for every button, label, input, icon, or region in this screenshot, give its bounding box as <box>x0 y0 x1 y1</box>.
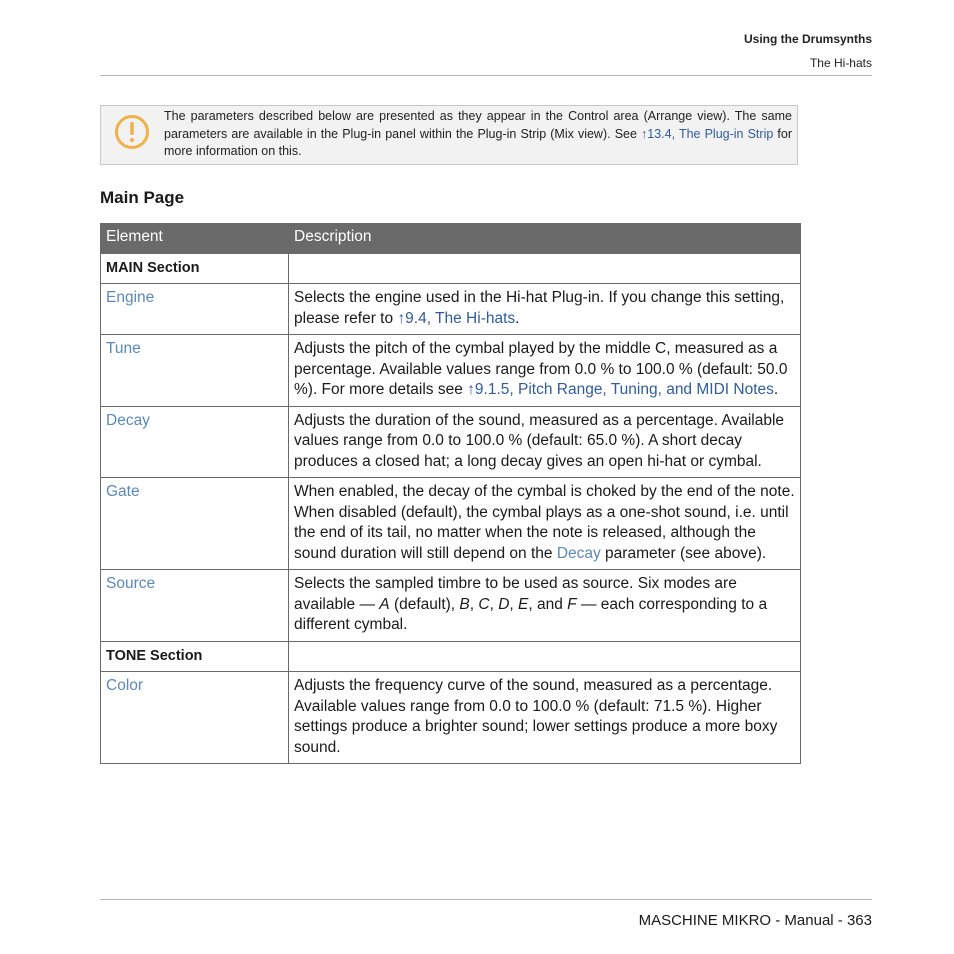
table-row <box>101 570 801 642</box>
description-text: Selects the sampled timbre to be used as source. Six modes are available — <box>294 575 737 613</box>
separator: , <box>509 595 519 613</box>
element-engine: Engine <box>101 284 289 335</box>
description-tune <box>289 335 801 407</box>
footer-page-label: MASCHINE MIKRO - Manual - 363 <box>638 912 872 929</box>
header-divider <box>100 75 872 76</box>
table-row <box>101 672 801 764</box>
element-tune: Tune <box>101 335 289 407</box>
decay-reference: Decay <box>556 544 601 562</box>
section-heading: Main Page <box>100 188 185 207</box>
link-hi-hats[interactable]: ↑9.4, The Hi-hats <box>397 309 516 327</box>
description-text: Adjusts the pitch of the cymbal played by the middle C, measured as a percentage. Available values range from 0.0 % to 100.0 % (default: 50.0 %). For more details see <box>294 340 788 398</box>
description-decay: Adjusts the duration of the sound, measured as a percentage. Available values range from 0.0 to 100.0 % (default: 65.0 %). A short decay produces a closed hat; a long decay gives an open hi-hat or cymbal. <box>289 406 801 478</box>
table-row <box>101 406 801 478</box>
mode-a: A <box>379 595 390 613</box>
note-text <box>164 108 792 161</box>
footer-divider <box>100 899 872 900</box>
separator: , <box>489 595 499 613</box>
exclamation-circle-icon <box>114 114 150 150</box>
description-source <box>289 570 801 642</box>
header-chapter-title: Using the Drumsynths <box>743 32 872 46</box>
mode-c: C <box>478 595 490 613</box>
column-header-description: Description <box>289 224 801 254</box>
element-color: Color <box>101 672 289 764</box>
header-section-title: The Hi-hats <box>809 56 872 70</box>
mode-d: D <box>498 595 510 613</box>
description-text: , and <box>528 595 568 613</box>
table-row <box>101 284 801 335</box>
section-label-tone: TONE Section <box>101 641 289 672</box>
description-text: . <box>515 309 520 327</box>
description-text: . <box>773 381 779 398</box>
description-color: Adjusts the frequency curve of the sound, measured as a percentage. Available values range from 0.0 to 100.0 % (default: 71.5 %). Higher settings produce a brighter sound; lower settings produce a more boxy sound. <box>289 672 801 764</box>
description-text: parameter (see above). <box>600 544 767 562</box>
note-box <box>100 105 798 165</box>
empty-cell <box>289 641 801 672</box>
mode-f: F <box>567 595 577 613</box>
element-decay: Decay <box>101 406 289 478</box>
parameters-table <box>100 223 801 764</box>
description-text: When enabled, the decay of the cymbal is choked by the end of the note. When disabled (default), the cymbal plays as a one-shot sound, i.e. until the end of its tail, no matter when the note is released, although the sound duration will still depend on the <box>294 483 795 562</box>
table-row <box>101 335 801 407</box>
table-row <box>101 478 801 570</box>
element-source: Source <box>101 570 289 642</box>
description-gate <box>289 478 801 570</box>
description-text: Selects the engine used in the Hi-hat Plug-in. If you change this setting, please refer to <box>294 289 785 327</box>
table-row <box>101 253 801 284</box>
mode-b: B <box>459 595 470 613</box>
column-header-element: Element <box>101 224 289 254</box>
description-engine <box>289 284 801 335</box>
separator: , <box>469 595 479 613</box>
description-text: — each corresponding to a different cymbal. <box>294 595 768 633</box>
element-gate: Gate <box>101 478 289 570</box>
section-label-main: MAIN Section <box>101 253 289 284</box>
mode-e: E <box>518 595 529 613</box>
table-header-row <box>101 224 801 254</box>
description-text: (default), <box>389 595 460 613</box>
empty-cell <box>289 253 801 284</box>
note-text-before: The parameters described below are presented as they appear in the Control area (Arrange view). The same parameters are available in the Plug-in panel within the Plug-in Strip (Mix view). See <box>164 109 792 141</box>
table-row <box>101 641 801 672</box>
link-pitch-range[interactable]: ↑9.1.5, Pitch Range, Tuning, and MIDI Notes <box>467 381 774 398</box>
note-text-after: for more information on this. <box>164 126 792 158</box>
note-link-plugin-strip[interactable]: ↑13.4, The Plug-in Strip <box>641 126 774 141</box>
